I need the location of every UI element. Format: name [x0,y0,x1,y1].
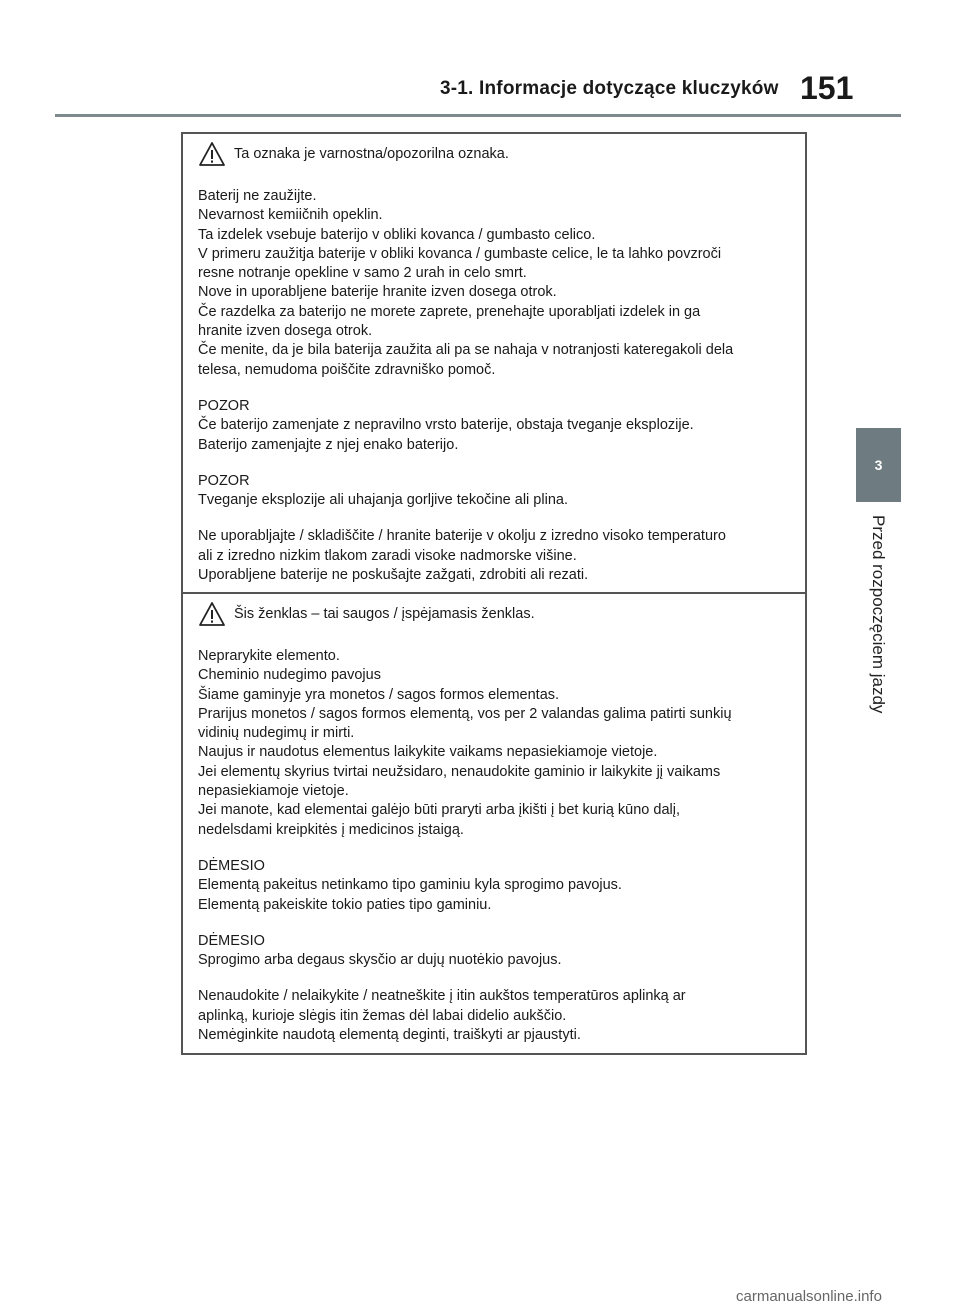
text-line: V primeru zaužitja baterije v obliki kovanca / gumbaste celice, le ta lahko povzroči [198,245,722,262]
box-heading-text: Šis ženklas – tai saugos / įspėjamasis ženklas. [234,606,535,622]
paragraph [198,187,795,380]
box-heading [198,601,795,627]
paragraph [198,472,795,511]
text-line: Baterij ne zaužijte. [198,188,317,204]
text-line: vidinių nudegimų ir mirti. [198,725,355,742]
paragraph [198,647,795,840]
text-line: Ne uporabljajte / skladiščite / hranite baterije v okolju z izredno visoko temperaturo [198,528,726,545]
text-line: hranite izven dosega otrok. [198,323,373,340]
text-line: Nevarnost kemiičnih opeklin. [198,207,383,224]
text-line: POZOR [198,397,250,414]
text-line: Neprarykite elemento. [198,648,340,664]
text-line: Elementą pakeiskite tokio paties tipo gaminiu. [198,896,492,913]
paragraph [198,527,795,585]
chapter-label: Przed rozpoczęciem jazdy [869,515,888,714]
text-line: Naujus ir naudotus elementus laikykite vaikams nepasiekiamoje vietoje. [198,744,658,761]
text-line: Ta izdelek vsebuje baterijo v obliki kovanca / gumbasto celico. [198,226,596,243]
text-line: Če menite, da je bila baterija zaužita ali pa se nahaja v notranjosti kateregakoli dela [198,342,734,359]
header-divider [55,114,901,117]
text-line: Nenaudokite / nelaikykite / neatneškite į itin aukštos temperatūros aplinką ar [198,988,686,1005]
warning-triangle-icon [198,141,226,167]
paragraph [198,857,795,915]
text-line: POZOR [198,472,250,489]
warning-triangle-icon [198,601,226,627]
text-line: Tveganje eksplozije ali uhajanja gorljive tekočine ali plina. [198,492,568,509]
warning-box-lithuanian [181,592,807,1055]
text-line: Baterijo zamenjajte z njej enako baterijo. [198,436,459,453]
text-line: Sprogimo arba degaus skysčio ar dujų nuotėkio pavojus. [198,952,562,969]
text-line: DĖMESIO [198,932,265,949]
text-line: Nemėginkite naudotą elementą deginti, traiškyti ar pjaustyti. [198,1027,581,1044]
text-line: Jei elementų skyrius tvirtai neužsidaro, nenaudokite gaminio ir laikykite jį vaikams [198,763,721,780]
text-line: Nove in uporabljene baterije hranite izven dosega otrok. [198,284,557,301]
page-number: 151 [800,70,854,106]
watermark: carmanualsonline.info [736,1288,882,1305]
text-line: nedelsdami kreipkitės į medicinos įstaigą. [198,821,464,838]
text-line: telesa, nemudoma poiščite zdravniško pomoč. [198,361,496,378]
box-body [198,187,795,585]
text-line: DĖMESIO [198,857,265,874]
chapter-tab [856,428,901,502]
box-body [198,647,795,1045]
box-heading [198,141,795,167]
chapter-number: 3 [874,457,883,473]
paragraph [198,397,795,455]
text-line: Če baterijo zamenjate z nepravilno vrsto baterije, obstaja tveganje eksplozije. [198,417,694,434]
text-line: Šiame gaminyje yra monetos / sagos formos elementas. [198,686,560,703]
text-line: aplinką, kurioje slėgis itin žemas dėl labai didelio aukščio. [198,1007,567,1024]
text-line: Uporabljene baterije ne poskušajte zažgati, zdrobiti ali rezati. [198,567,589,584]
text-line: Elementą pakeitus netinkamo tipo gaminiu kyla sprogimo pavojus. [198,877,622,894]
section-title: 3-1. Informacje dotyczące kluczyków [440,78,779,99]
text-line: Prarijus monetos / sagos formos elementą, vos per 2 valandas galima patirti sunkių [198,705,732,722]
box-heading-text: Ta oznaka je varnostna/opozorilna oznaka. [234,146,509,162]
text-line: Če razdelka za baterijo ne morete zaprete, prenehajte uporabljati izdelek in ga [198,303,701,320]
text-line: ali z izredno nizkim tlakom zaradi visoke nadmorske višine. [198,547,577,564]
paragraph [198,932,795,971]
warning-box-slovenian [181,132,807,594]
text-line: resne notranje opekline v samo 2 urah in celo smrt. [198,265,527,282]
text-line: nepasiekiamoje vietoje. [198,783,349,800]
text-line: Jei manote, kad elementai galėjo būti praryti arba įkišti į bet kurią kūno dalį, [198,802,680,819]
text-line: Cheminio nudegimo pavojus [198,667,381,684]
paragraph [198,987,795,1045]
